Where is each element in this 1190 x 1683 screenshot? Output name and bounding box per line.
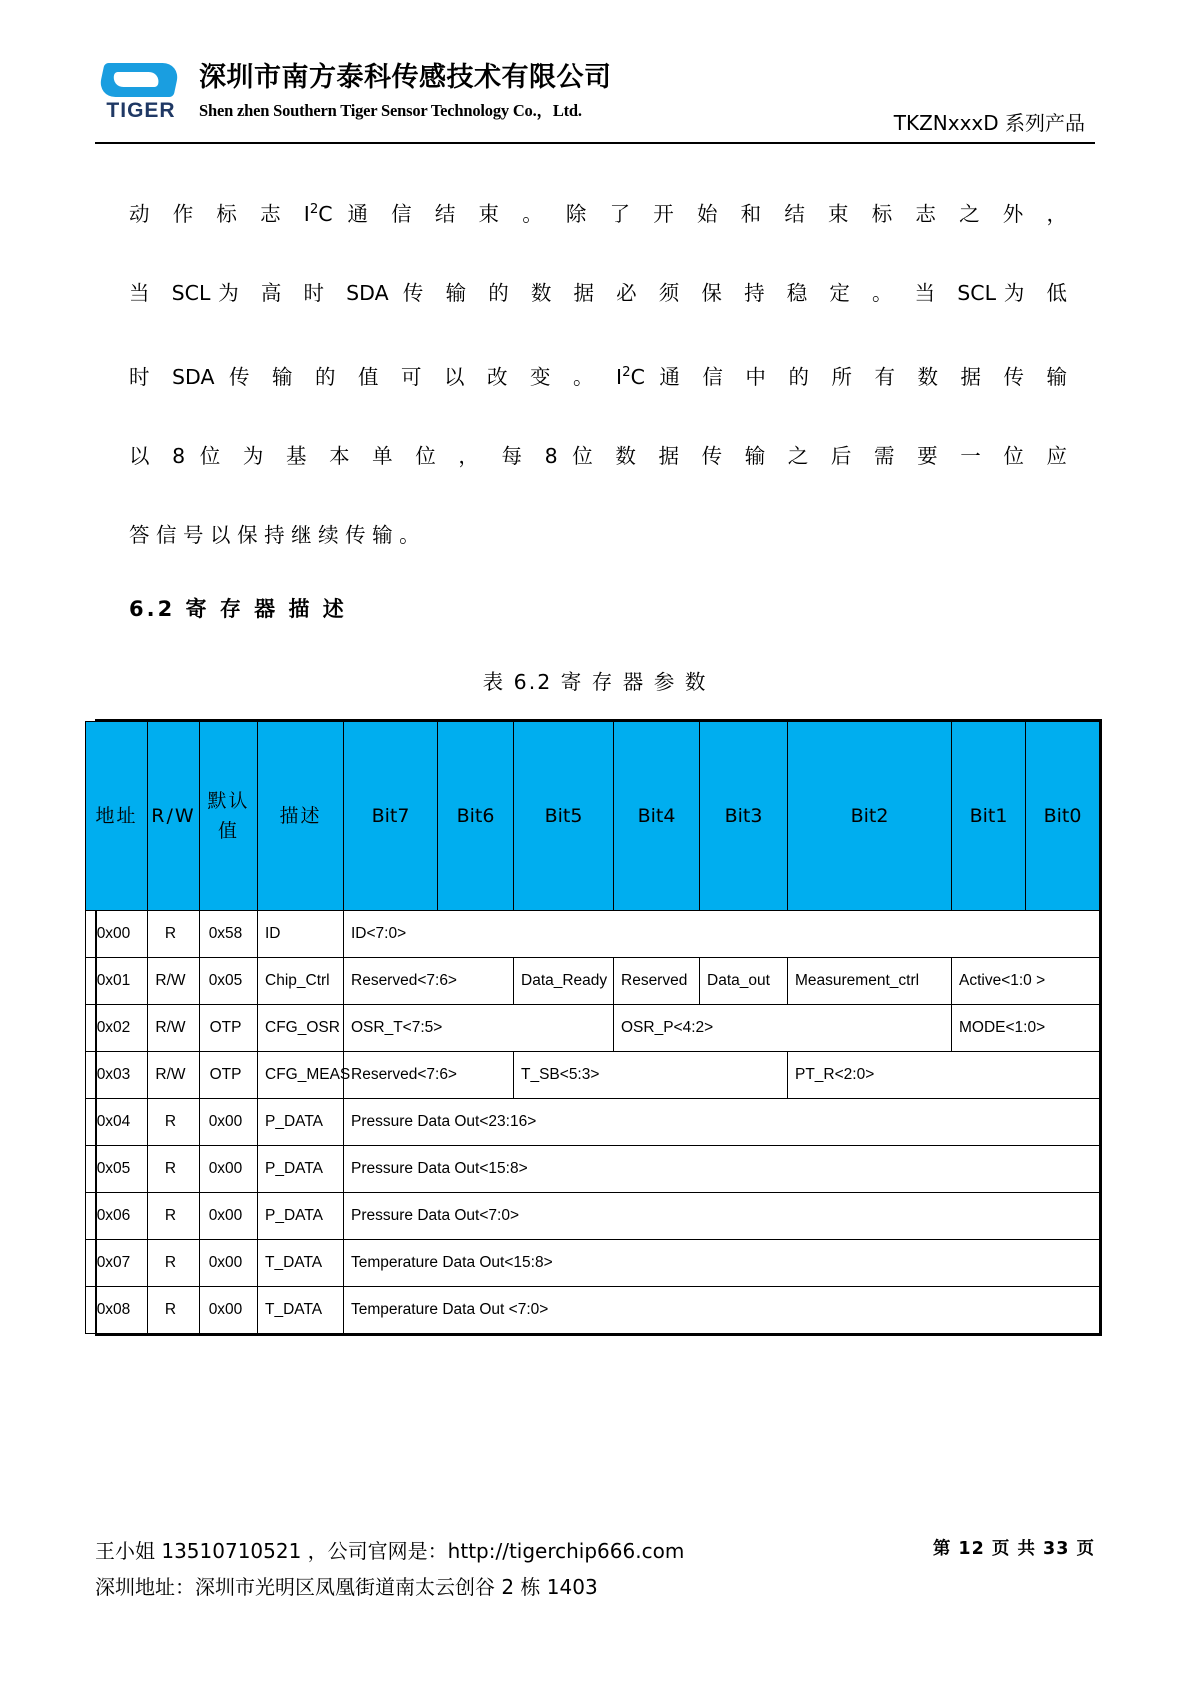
logo-wordmark: TIGER [106,99,176,122]
cell-rw: R/W [148,957,200,1004]
cell-bitfield: OSR_P<4:2> [614,1004,952,1051]
cell-rw: R [148,1239,200,1286]
paragraph-line-4: 以 8 位 为 基 本 单 位 ， 每 8 位 数 据 传 输 之 后 需 要 一 位 应 [129,443,1067,468]
col-header-bit3: Bit3 [700,721,788,910]
table-row [86,910,1100,957]
cell-default: 0x00 [200,1192,258,1239]
table-row [86,1004,1100,1051]
table-outer-border [95,719,1102,1336]
footer-contact-line1: 王小姐 13510710521 ，公司官网是：http://tigerchip666.com [95,1539,685,1563]
cell-default: OTP [200,1051,258,1098]
cell-description: P_DATA [258,1098,344,1145]
table-row [86,1098,1100,1145]
cell-address: 0x04 [86,1098,148,1145]
table-row [86,1286,1100,1333]
col-header-rw: R/W [148,721,200,910]
table-row [86,957,1100,1004]
header-divider [95,142,1095,144]
cell-rw: R [148,1286,200,1333]
cell-rw: R/W [148,1004,200,1051]
cell-description: P_DATA [258,1145,344,1192]
paragraph-line-1: 动 作 标 志 $I^2C$ 通 信 结 束 。 除 了 开 始 和 结 束 标 志 之 外 ， [129,201,1067,226]
table-caption: 表 6.2 寄 存 器 参 数 [482,669,708,694]
cell-default: 0x58 [200,910,258,957]
cell-bitfield: MODE<1:0> [952,1004,1100,1051]
cell-bitfield: Temperature Data Out <7:0> [344,1286,1100,1333]
cell-bitfield: Measurement_ctrl [788,957,952,1004]
cell-bitfield: Reserved [614,957,700,1004]
table-row [86,1145,1100,1192]
cell-bitfield: PT_R<2:0> [788,1051,1100,1098]
cell-description: T_DATA [258,1286,344,1333]
table-body [86,910,1100,1333]
cell-default: 0x00 [200,1286,258,1333]
cell-default: 0x00 [200,1098,258,1145]
cell-bitfield: Reserved<7:6> [344,1051,514,1098]
cell-description: CFG_OSR [258,1004,344,1051]
cell-bitfield: Pressure Data Out<15:8> [344,1145,1100,1192]
cell-address: 0x07 [86,1239,148,1286]
col-header-address: 地址 [86,721,148,910]
col-header-bit2: Bit2 [788,721,952,910]
cell-description: Chip_Ctrl [258,957,344,1004]
col-header-bit0: Bit0 [1026,721,1100,910]
company-name-block [199,61,612,123]
cell-description: ID [258,910,344,957]
cell-bitfield: ID<7:0> [344,910,1100,957]
cell-bitfield: Data_out [700,957,788,1004]
register-table-wrap [95,719,1095,1341]
logo-swoosh-shape [97,63,180,97]
cell-rw: R [148,1192,200,1239]
cell-default: 0x05 [200,957,258,1004]
tiger-logo-icon [95,59,187,125]
col-header-bit4: Bit4 [614,721,700,910]
page-header [95,44,1095,140]
cell-address: 0x06 [86,1192,148,1239]
cell-default: 0x00 [200,1145,258,1192]
cell-address: 0x00 [86,910,148,957]
section-heading: 6.2 寄 存 器 描 述 [129,596,347,621]
cell-bitfield: Reserved<7:6> [344,957,514,1004]
footer-contact-line2: 深圳地址：深圳市光明区凤凰街道南太云创谷 2 栋 1403 [95,1575,598,1599]
cell-address: 0x08 [86,1286,148,1333]
cell-description: CFG_MEAS [258,1051,344,1098]
cell-bitfield: Pressure Data Out<23:16> [344,1098,1100,1145]
table-row [86,1239,1100,1286]
company-name-english: Shen zhen Southern Tiger Sensor Technology Co.，Ltd. [199,101,582,120]
page-footer [95,1533,1095,1605]
cell-default: OTP [200,1004,258,1051]
cell-description: T_DATA [258,1239,344,1286]
cell-bitfield: Temperature Data Out<15:8> [344,1239,1100,1286]
table-row [86,1192,1100,1239]
register-table [85,721,1100,1334]
col-header-bit6: Bit6 [438,721,514,910]
cell-rw: R [148,910,200,957]
cell-address: 0x05 [86,1145,148,1192]
paragraph-line-5: 答 信 号 以 保 持 继 续 传 输 。 [129,522,420,547]
cell-address: 0x02 [86,1004,148,1051]
cell-rw: R [148,1098,200,1145]
cell-address: 0x03 [86,1051,148,1098]
cell-rw: R [148,1145,200,1192]
cell-bitfield: T_SB<5:3> [514,1051,788,1098]
col-header-bit1: Bit1 [952,721,1026,910]
table-row [86,1051,1100,1098]
cell-address: 0x01 [86,957,148,1004]
paragraph-line-2: 当 SCL为 高 时 SDA 传 输 的 数 据 必 须 保 持 稳 定 。 当 SCL为 低 [129,280,1067,305]
cell-bitfield: OSR_T<7:5> [344,1004,614,1051]
footer-contact [95,1533,684,1605]
col-header-description: 描述 [258,721,344,910]
cell-bitfield: Active<1:0 > [952,957,1100,1004]
col-header-default: 默认值 [200,721,258,910]
cell-default: 0x00 [200,1239,258,1286]
page-number: 第 12 页 共 33 页 [932,1539,1095,1559]
cell-rw: R/W [148,1051,200,1098]
table-header-row [86,721,1100,910]
company-name-chinese: 深圳市南方泰科传感技术有限公司 [199,62,612,93]
product-series-label: TKZNxxxD 系列产品 [893,111,1085,135]
cell-bitfield: Data_Ready [514,957,614,1004]
col-header-bit5: Bit5 [514,721,614,910]
cell-description: P_DATA [258,1192,344,1239]
paragraph-line-3: 时 SDA 传 输 的 值 可 以 改 变 。 $I^2C$ 通 信 中 的 所 有 数 据 传 输 [129,364,1067,389]
col-header-bit7: Bit7 [344,721,438,910]
body-paragraph [95,170,1095,575]
cell-bitfield: Pressure Data Out<7:0> [344,1192,1100,1239]
